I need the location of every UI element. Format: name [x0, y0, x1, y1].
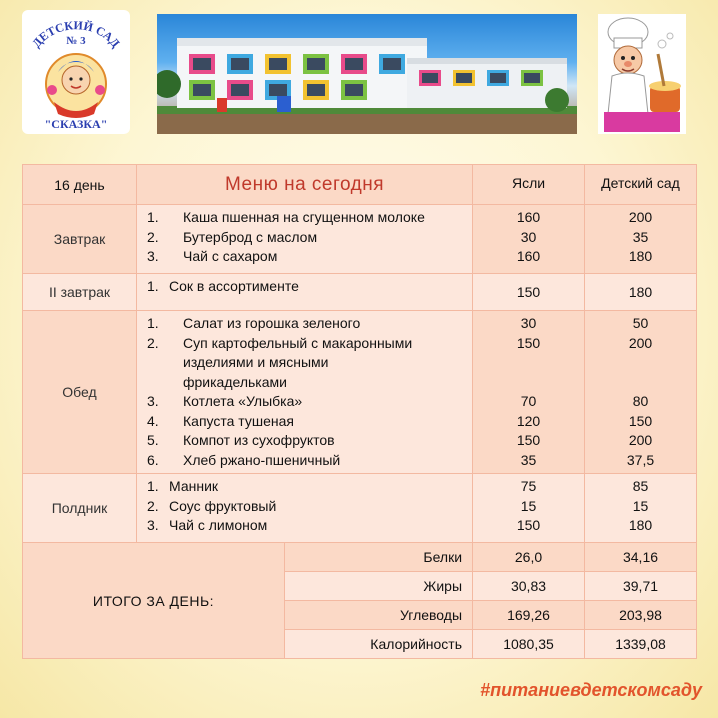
nutrient-name: Углеводы: [285, 601, 473, 630]
meal-items: [137, 205, 473, 274]
hashtag: #питаниевдетскомсаду: [480, 680, 702, 700]
kindergarten-total: 203,98: [585, 601, 697, 630]
logo-line1: ДЕТСКИЙ САД: [29, 18, 123, 51]
list-item: 1. Каша пшенная на сгущенном молоке: [147, 209, 425, 225]
list-item: 4. Капуста тушеная: [147, 412, 294, 429]
meal-row-afternoon-snack: [23, 474, 697, 543]
kindergarten-portions: 180: [585, 274, 697, 311]
chef-illustration: [598, 14, 686, 134]
daily-total-label: ИТОГО ЗА ДЕНЬ:: [23, 543, 285, 659]
meal-row-lunch: [23, 311, 697, 474]
chef-graphic: [598, 14, 686, 134]
list-item: 1. Манник: [147, 478, 219, 494]
nursery-portions: 160 30 160: [473, 205, 585, 274]
nursery-portions: 30 150 70 120 150 35: [473, 311, 585, 474]
kindergarten-total: 39,71: [585, 572, 697, 601]
list-item: изделиями и мясными: [183, 354, 329, 370]
nutrient-name: Белки: [285, 543, 473, 572]
kindergarten-portions: 50 200 80 150 200 37,5: [585, 311, 697, 474]
list-item: 1. Сок в ассортименте: [147, 278, 299, 294]
nursery-total: 30,83: [473, 572, 585, 601]
meal-name: Полдник: [23, 474, 137, 543]
list-item: 5. Компот из сухофруктов: [147, 432, 335, 448]
meal-row-second-breakfast: [23, 274, 697, 311]
logo-graphic: [22, 10, 130, 134]
nursery-total: 169,26: [473, 601, 585, 630]
kindergarten-portions: 85 15 180: [585, 474, 697, 543]
nursery-portions: 75 15 150: [473, 474, 585, 543]
list-item: фрикадельками: [183, 373, 287, 390]
logo-number: № 3: [66, 35, 86, 47]
list-item: 2. Соус фруктовый: [147, 497, 277, 514]
column-header-nursery: Ясли: [473, 165, 585, 205]
day-number: 16 день: [23, 165, 137, 205]
list-item: 1. Салат из горошка зеленого: [147, 315, 361, 331]
list-item: 2. Бутерброд с маслом: [147, 228, 318, 245]
meal-items: [137, 311, 473, 474]
nursery-total: 1080,35: [473, 630, 585, 659]
menu-table: [22, 164, 697, 659]
list-item: 6. Хлеб ржано-пшеничный: [147, 451, 341, 468]
nutrition-row-protein: [23, 543, 697, 572]
meal-name: II завтрак: [23, 274, 137, 311]
kindergarten-total: 34,16: [585, 543, 697, 572]
kindergarten-total: 1339,08: [585, 630, 697, 659]
nutrient-name: Жиры: [285, 572, 473, 601]
meal-items: [137, 274, 473, 311]
nursery-portions: 150: [473, 274, 585, 311]
list-item: 3. Чай с сахаром: [147, 248, 278, 264]
kindergarten-building-photo: [157, 14, 577, 134]
logo-name: "СКАЗКА": [44, 117, 108, 131]
meal-name: Обед: [23, 311, 137, 474]
list-item: 3. Котлета «Улыбка»: [147, 393, 303, 409]
meal-items: [137, 474, 473, 543]
building-graphic: [157, 14, 577, 134]
kindergarten-logo: [22, 10, 130, 134]
meal-row-breakfast: [23, 205, 697, 274]
nursery-total: 26,0: [473, 543, 585, 572]
column-header-kindergarten: Детский сад: [585, 165, 697, 205]
list-item: 2. Суп картофельный с макаронными: [147, 334, 413, 351]
kindergarten-portions: 200 35 180: [585, 205, 697, 274]
table-header-row: [23, 165, 697, 205]
list-item: 3. Чай с лимоном: [147, 517, 268, 533]
meal-name: Завтрак: [23, 205, 137, 274]
nutrient-name: Калорийность: [285, 630, 473, 659]
menu-title: Меню на сегодня: [137, 165, 473, 205]
